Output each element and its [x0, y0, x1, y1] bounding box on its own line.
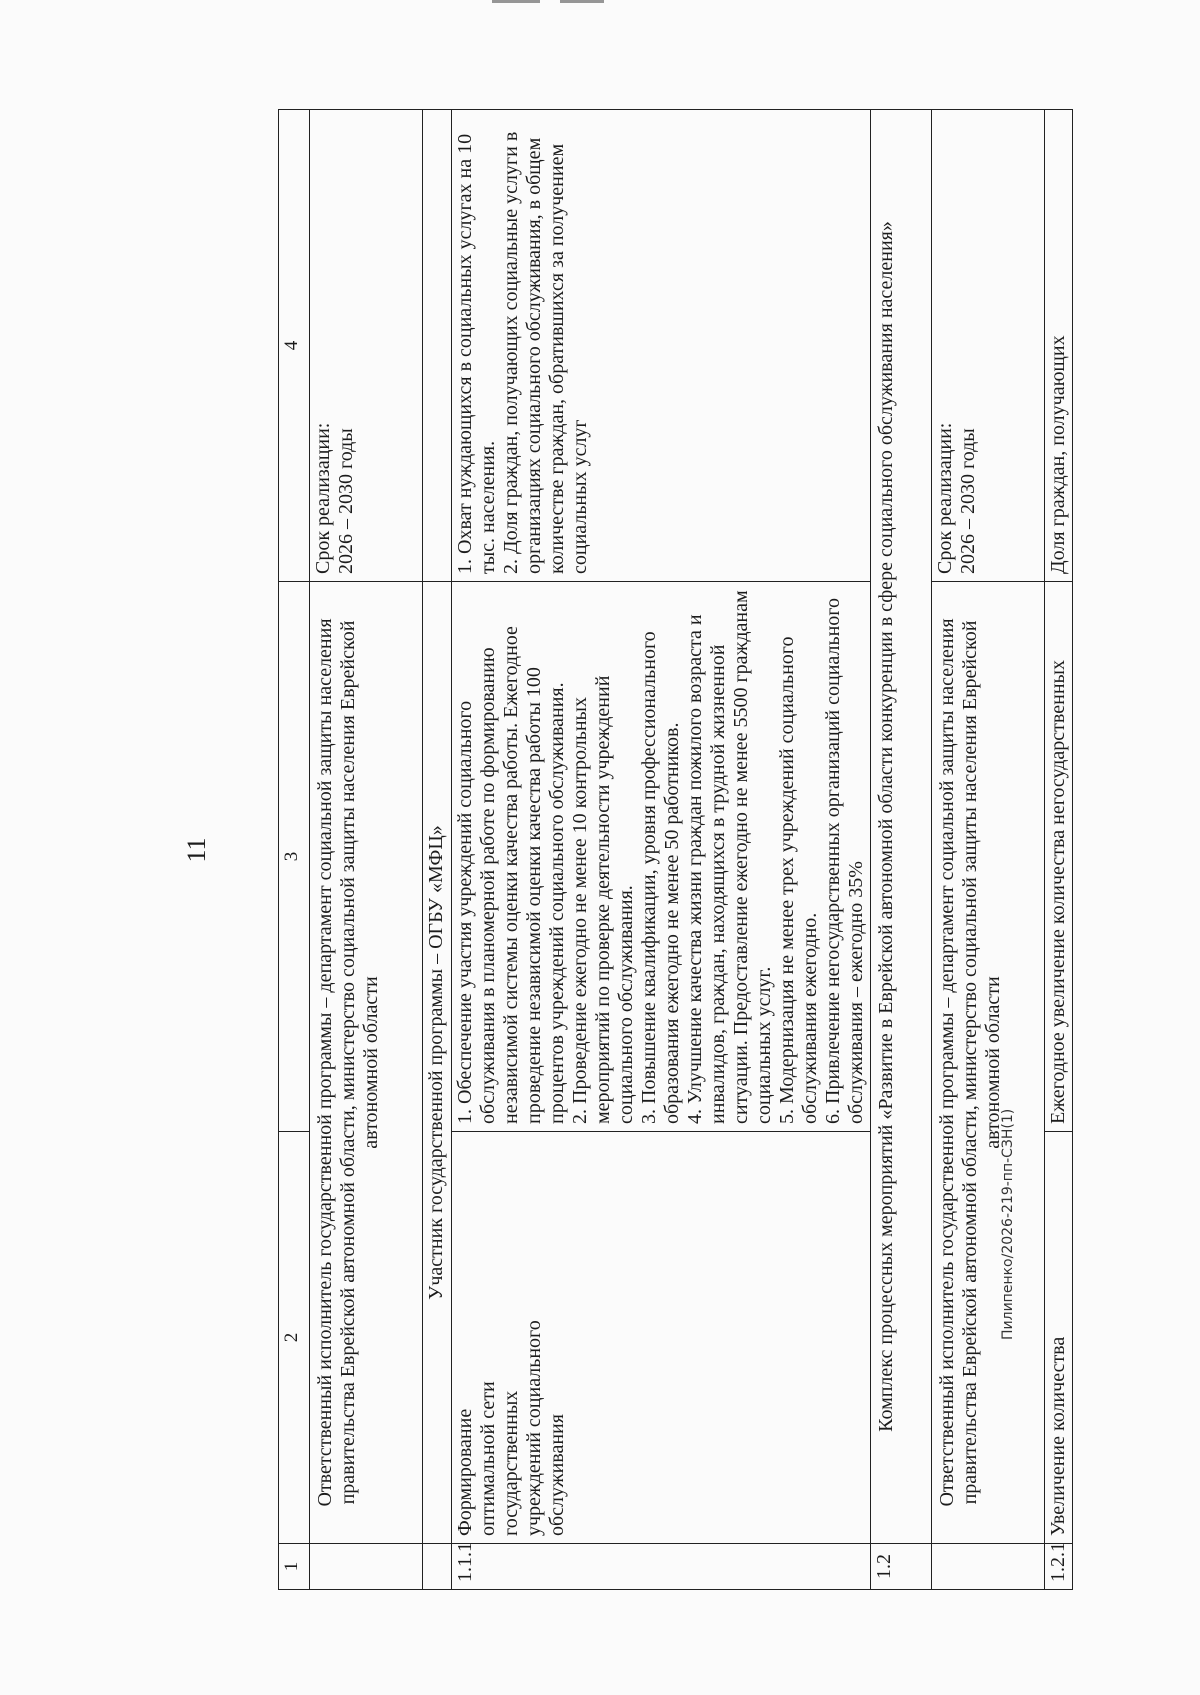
result-cell: Ежегодное увеличение количества негосударственных: [1045, 582, 1073, 1132]
rotated-page: [168, 110, 1178, 1590]
executor-cell: Ответственный исполнитель государственной программы – департамент социальной защиты населения правительства Еврейской автономной области, министерство социальной защиты населения Еврейской автономной области: [310, 582, 423, 1544]
table-row-1-1-1: [452, 110, 871, 1590]
result-item: 1. Обеспечение участия учреждений социального обслуживания в планомерной работе по формированию независимой системы оценки качества работы. Ежегодное проведение независимой оценки качества работы 100 процентов учреждений социального обслуживания.: [454, 626, 568, 1124]
executor-cell: Ответственный исполнитель государственной программы – департамент социальной защиты населения правительства Еврейской автономной области, министерство социальной защиты населения Еврейской автономной области: [932, 582, 1045, 1544]
process-complex-title: Комплекс процессных мероприятий «Развитие в Еврейской автономной области конкуренции в сфере социального обслуживания населения»: [871, 110, 932, 1544]
participant-row: [423, 110, 452, 1590]
empty-cell: [932, 1544, 1045, 1590]
participant-cell: Участник государственной программы – ОГБУ «МФЦ»: [423, 582, 452, 1544]
results-cell: [452, 582, 871, 1132]
row-number: 1.2: [871, 1544, 932, 1590]
page-number: 11: [182, 837, 211, 863]
table-row-1-2-1: [1045, 110, 1073, 1590]
result-item: 5. Модернизация не менее трех учреждений социального обслуживания ежегодно.: [776, 636, 821, 1124]
result-item: 4. Улучшение качества жизни граждан пожилого возраста и инвалидов, граждан, находящихся в трудной жизненной ситуации. Предоставление ежегодно не менее 5500 гражданам социальных услуг.: [684, 590, 775, 1124]
executor-row: [310, 110, 423, 1590]
header-col-3: 3: [279, 582, 310, 1132]
result-item: 2. Проведение ежегодно не менее 10 контрольных мероприятий по проверке деятельности учреждений социального обслуживания.: [569, 675, 637, 1124]
result-item: 3. Повышение квалификации, уровня профессионального образования ежегодно не менее 50 работников.: [638, 631, 683, 1124]
indicator-item: 1. Охват нуждающихся в социальных услугах на 10 тыс. населения.: [454, 133, 499, 574]
empty-cell: [423, 110, 452, 582]
result-item: 6. Привлечение негосударственных организаций социального обслуживания – ежегодно 35%: [822, 598, 867, 1124]
row-number: 1.1.1: [452, 1544, 871, 1590]
task-cell: Увеличение количества: [1045, 1132, 1073, 1544]
term-cell: Срок реализации: 2026 – 2030 годы: [932, 110, 1045, 582]
header-col-2: 2: [279, 1132, 310, 1544]
header-col-1: 1: [279, 1544, 310, 1590]
task-cell: Формирование оптимальной сети государственных учреждений социального обслуживания: [452, 1132, 871, 1544]
empty-cell: [423, 1544, 452, 1590]
header-row: [279, 110, 310, 1590]
executor-row-2: [932, 110, 1045, 1590]
table-row-1-2: [871, 110, 932, 1590]
term-cell: Срок реализации: 2026 – 2030 годы: [310, 110, 423, 582]
scan-mark: [492, 0, 540, 3]
indicator-item: 2. Доля граждан, получающих социальные услуги в организациях социального обслуживания, в общем количестве граждан, обратившихся за получением социальных услуг: [500, 131, 591, 574]
header-col-4: 4: [279, 110, 310, 582]
program-table: [278, 109, 1073, 1590]
indicator-cell: Доля граждан, получающих: [1045, 110, 1073, 582]
indicators-cell: [452, 110, 871, 582]
document-code: Пилипенко/2026-219-пп-СЗН(1): [1000, 1108, 1016, 1340]
row-number: 1.2.1: [1045, 1544, 1073, 1590]
empty-cell: [310, 1544, 423, 1590]
scan-mark: [560, 0, 604, 3]
